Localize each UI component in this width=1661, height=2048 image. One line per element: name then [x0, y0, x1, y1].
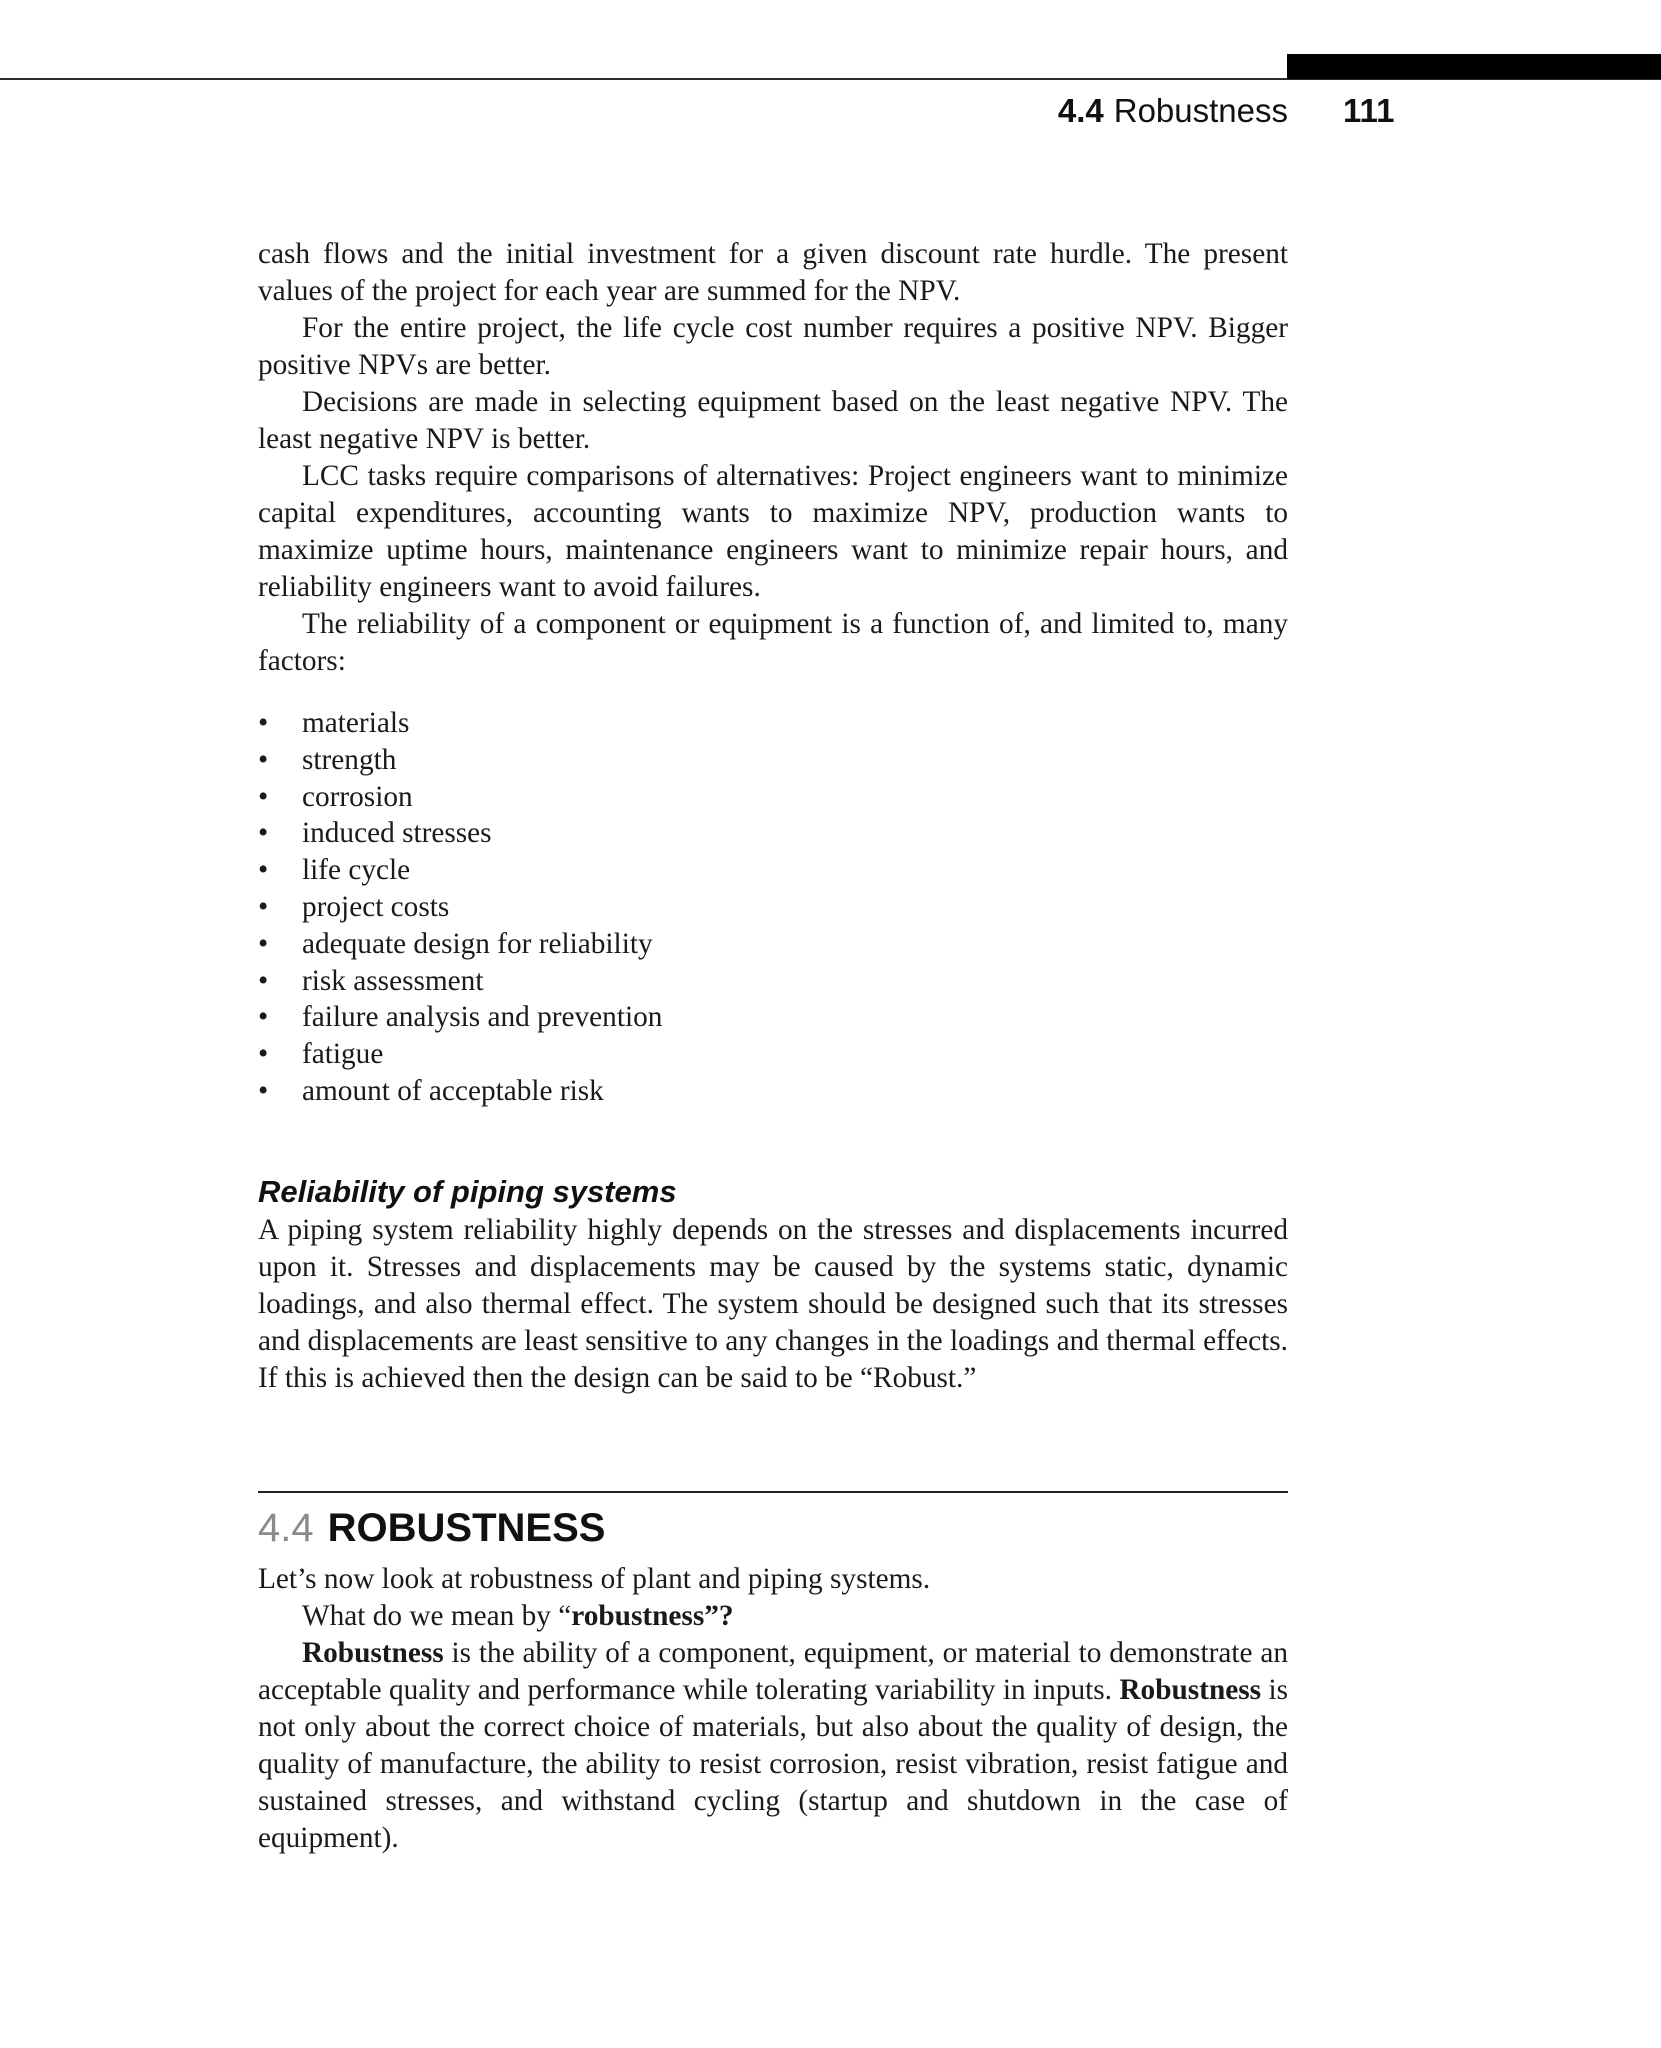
section-number: 4.4 — [258, 1506, 314, 1550]
bullet-icon: • — [258, 817, 269, 850]
list-item: • materials — [258, 705, 1288, 742]
header-black-bar — [1287, 54, 1661, 79]
bullet-icon: • — [258, 1074, 269, 1107]
paragraph-2: For the entire project, the life cycle cost number requires a positive NPV. Bigger positive NPVs are better. — [258, 312, 1288, 381]
subsection-paragraph: A piping system reliability highly depends on the stresses and displacements incurred upon it. Stresses and displacements may be caused by the systems static, dynamic loadings, and also thermal effect. The system should be designed such that its stresses and displacements are least sensitive to any changes in the loadings and thermal effects. If this is achieved then the design can be said to be “Robust.” — [258, 1214, 1288, 1394]
list-item: • project costs — [258, 889, 1288, 926]
running-head-section-number: 4.4 — [1057, 92, 1104, 129]
section-intro: Let’s now look at robustness of plant and piping systems. — [258, 1563, 931, 1595]
bullet-icon: • — [258, 854, 269, 887]
section-body — [258, 1561, 1288, 1857]
list-item: • fatigue — [258, 1036, 1288, 1073]
subsection-body — [258, 1212, 1288, 1397]
bullet-icon: • — [258, 890, 269, 923]
list-item: • induced stresses — [258, 815, 1288, 852]
list-item: • life cycle — [258, 852, 1288, 889]
bullet-icon: • — [258, 707, 269, 739]
list-item: • adequate design for reliability — [258, 926, 1288, 963]
list-item: • strength — [258, 742, 1288, 779]
page-number: 111 — [1343, 92, 1395, 129]
body-text-top — [258, 236, 1288, 680]
list-item: • amount of acceptable risk — [258, 1073, 1288, 1110]
factor-list — [258, 705, 1288, 1110]
paragraph-1: cash flows and the initial investment for a given discount rate hurdle. The present values of the project for each year are summed for the NPV. — [258, 238, 1288, 307]
paragraph-4: LCC tasks require comparisons of alternatives: Project engineers want to minimize capital expenditures, accounting wants to maximize NPV, production wants to maximize uptime hours, maintenance engineers want to minimize repair hours, and reliability engineers want to avoid failures. — [258, 460, 1288, 603]
paragraph-5: The reliability of a component or equipment is a function of, and limited to, many factors: — [258, 608, 1288, 677]
bullet-icon: • — [258, 780, 269, 813]
running-head — [1058, 87, 1288, 135]
bullet-icon: • — [258, 964, 269, 997]
section-question: What do we mean by “robustness”? — [302, 1600, 734, 1632]
bullet-icon: • — [258, 1038, 269, 1071]
list-item: • failure analysis and prevention — [258, 999, 1288, 1036]
list-item: • risk assessment — [258, 963, 1288, 1000]
section-heading — [258, 1500, 605, 1556]
section-definition: Robustness is the ability of a component, equipment, or material to demonstrate an acceptable quality and performance while tolerating variability in inputs. Robustness is not only about the correct choice of materials, but also about the quality of design, the quality of manufacture, the ability to resist corrosion, resist vibration, resist fatigue and sustained stresses, and withstand cycling (startup and shutdown in the case of equipment). — [258, 1637, 1288, 1854]
subsection-heading: Reliability of piping systems — [258, 1174, 677, 1209]
paragraph-3: Decisions are made in selecting equipment based on the least negative NPV. The least negative NPV is better. — [258, 386, 1288, 455]
list-item: • corrosion — [258, 779, 1288, 816]
section-rule — [258, 1491, 1288, 1493]
bullet-icon: • — [258, 743, 269, 776]
running-head-section-title: Robustness — [1113, 92, 1288, 129]
bullet-icon: • — [258, 1001, 269, 1034]
bullet-icon: • — [258, 927, 269, 960]
section-title: ROBUSTNESS — [327, 1506, 606, 1550]
